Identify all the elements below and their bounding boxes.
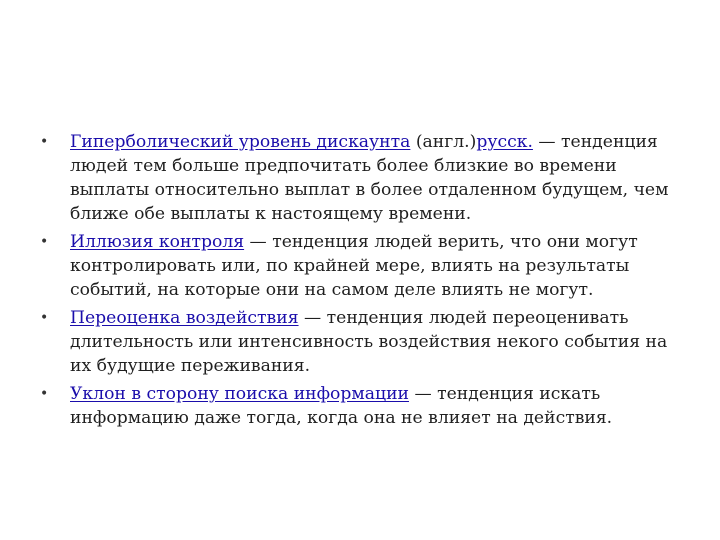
term-link[interactable]: Гиперболический уровень дискаунта: [70, 132, 411, 152]
term-link[interactable]: Переоценка воздействия: [70, 308, 299, 328]
term-description: — тенденция людей переоценивать длительность или интенсивность воздействия некого события на их будущие переживания.: [70, 308, 668, 376]
bullet-list: [40, 130, 690, 434]
lang-link[interactable]: русск.: [476, 132, 533, 152]
term-annotation: (англ.): [410, 132, 477, 152]
list-item: [40, 306, 690, 378]
term-link[interactable]: Уклон в сторону поиска информации: [70, 384, 409, 404]
term-description: — тенденция людей верить, что они могут контролировать или, по крайней мере, влиять на результаты событий, на которые они на самом деле влиять не могут.: [70, 232, 638, 300]
term-link[interactable]: Иллюзия контроля: [70, 232, 245, 252]
bullet-icon: •: [40, 134, 49, 150]
list-item: [40, 130, 690, 226]
term-description: — тенденция искать информацию даже тогда, когда она не влияет на действия.: [70, 384, 613, 428]
bullet-icon: •: [40, 234, 49, 250]
list-item: [40, 382, 690, 430]
term-description: — тенденция людей тем больше предпочитать более близкие во времени выплаты относительно выплат в более отдаленном будущем, чем ближе обе выплаты к настоящему времени.: [70, 132, 669, 224]
bullet-icon: •: [40, 386, 49, 402]
bullet-icon: •: [40, 310, 49, 326]
list-item: [40, 230, 690, 302]
